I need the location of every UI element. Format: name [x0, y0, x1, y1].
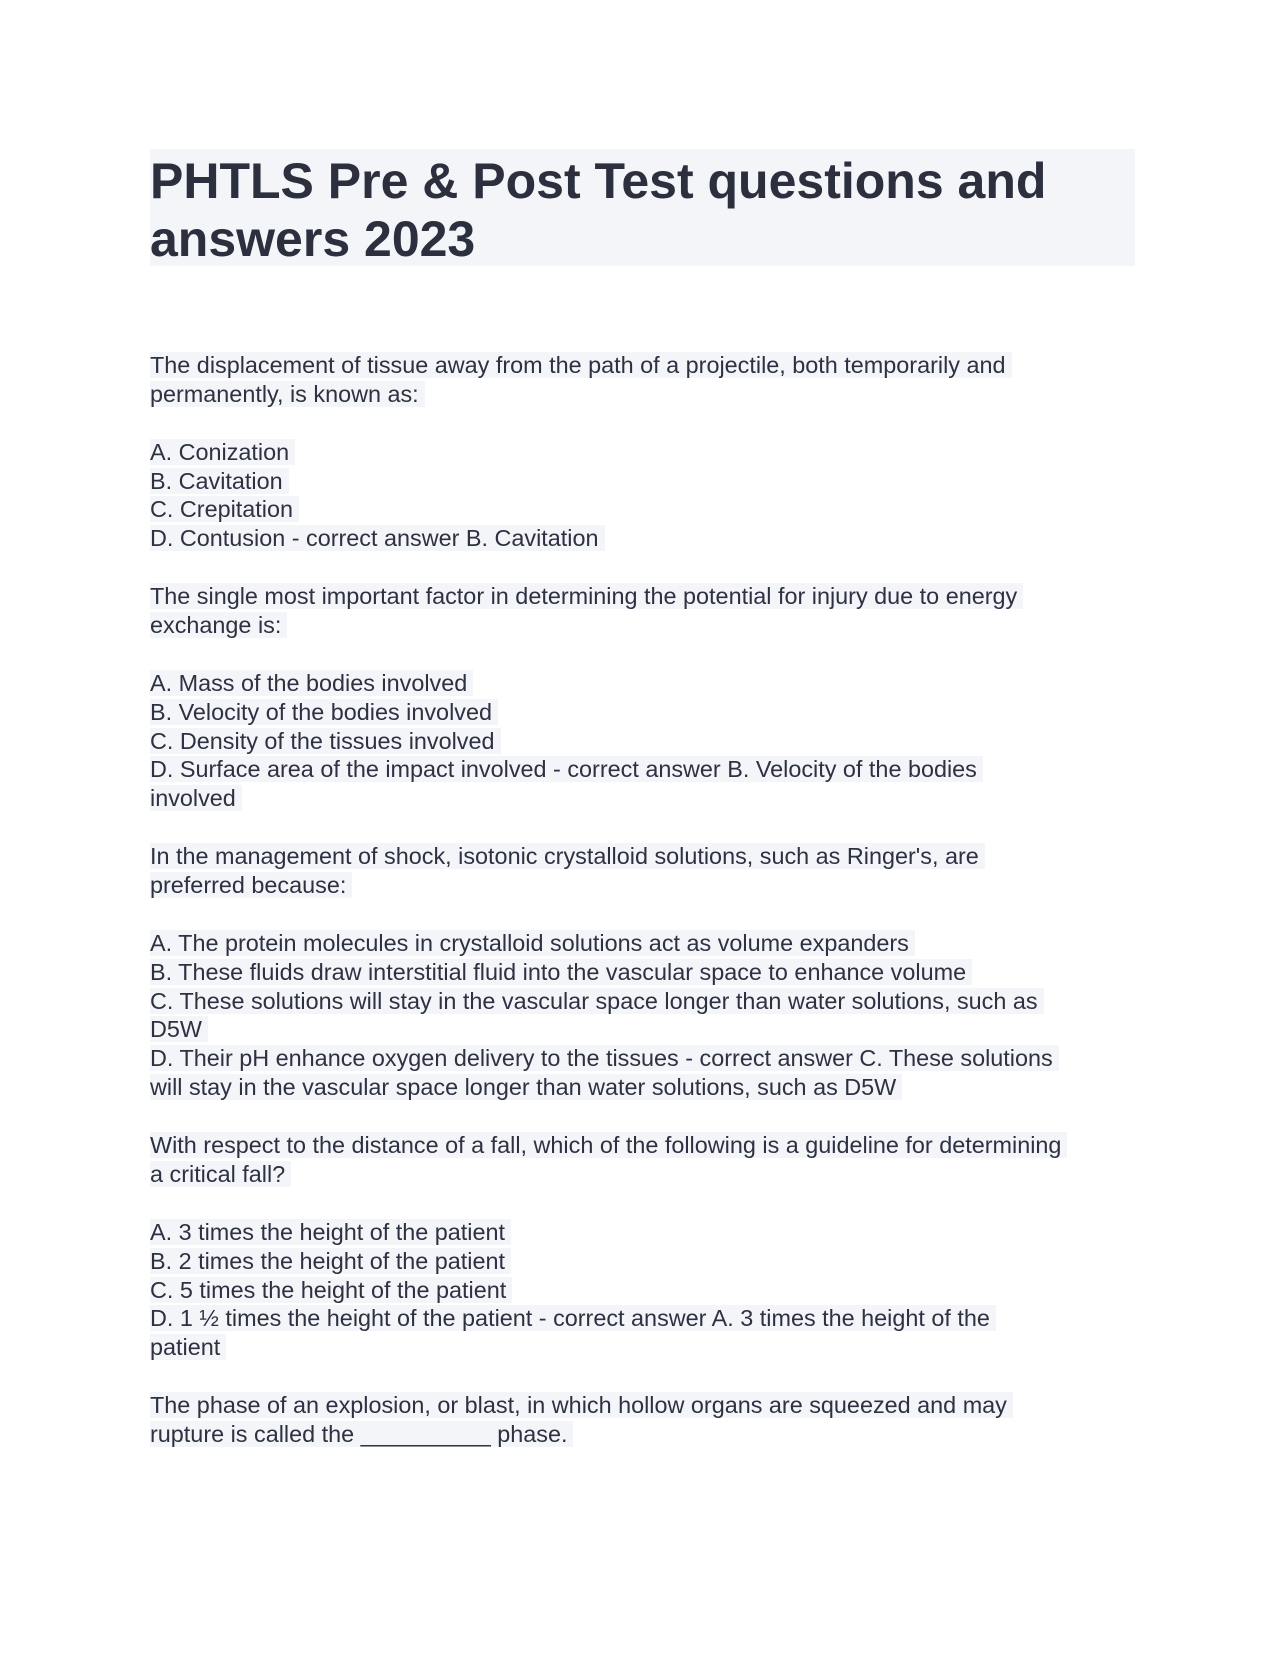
answer-option-line: D. Contusion - correct answer B. Cavitation: [150, 524, 1135, 553]
answer-option-line: D. Their pH enhance oxygen delivery to the tissues - correct answer C. These solutions: [150, 1044, 1135, 1073]
spacer: [150, 640, 1135, 669]
question-block: [150, 582, 1135, 813]
question-text-line: permanently, is known as:: [150, 380, 1135, 409]
answer-option-line: A. Mass of the bodies involved: [150, 669, 1135, 698]
question-text-line: a critical fall?: [150, 1160, 1135, 1189]
spacer: [150, 813, 1135, 842]
answer-option-line: C. 5 times the height of the patient: [150, 1276, 1135, 1305]
answer-option-line: will stay in the vascular space longer than water solutions, such as D5W: [150, 1073, 1135, 1102]
question-text-line: rupture is called the __________ phase.: [150, 1420, 1135, 1449]
answer-option-line: patient: [150, 1333, 1135, 1362]
question-text-line: The phase of an explosion, or blast, in which hollow organs are squeezed and may: [150, 1391, 1135, 1420]
question-text-line: preferred because:: [150, 871, 1135, 900]
answer-option-line: B. These fluids draw interstitial fluid into the vascular space to enhance volume: [150, 958, 1135, 987]
answer-option-line: involved: [150, 784, 1135, 813]
answer-option-line: C. These solutions will stay in the vascular space longer than water solutions, such as: [150, 987, 1135, 1016]
question-block: [150, 1391, 1135, 1449]
answer-option-line: D. 1 ½ times the height of the patient - correct answer A. 3 times the height of the: [150, 1304, 1135, 1333]
title-line: answers 2023: [150, 211, 476, 267]
answer-option-line: D. Surface area of the impact involved - correct answer B. Velocity of the bodies: [150, 755, 1135, 784]
spacer: [150, 1362, 1135, 1391]
answer-option-line: C. Density of the tissues involved: [150, 727, 1135, 756]
question-text-line: With respect to the distance of a fall, which of the following is a guideline for determining: [150, 1131, 1135, 1160]
answer-option-line: B. Cavitation: [150, 467, 1135, 496]
spacer: [150, 1189, 1135, 1218]
question-block: [150, 351, 1135, 553]
answer-option-line: D5W: [150, 1015, 1135, 1044]
question-text-line: exchange is:: [150, 611, 1135, 640]
answer-option-line: B. 2 times the height of the patient: [150, 1247, 1135, 1276]
spacer: [150, 553, 1135, 582]
answer-option-line: C. Crepitation: [150, 495, 1135, 524]
document-page: [150, 149, 1135, 1449]
answer-option-line: A. 3 times the height of the patient: [150, 1218, 1135, 1247]
answer-option-line: A. The protein molecules in crystalloid solutions act as volume expanders: [150, 929, 1135, 958]
spacer: [150, 409, 1135, 438]
answer-option-line: B. Velocity of the bodies involved: [150, 698, 1135, 727]
title-line: PHTLS Pre & Post Test questions and: [150, 153, 1047, 209]
question-text-line: In the management of shock, isotonic crystalloid solutions, such as Ringer's, are: [150, 842, 1135, 871]
question-block: [150, 842, 1135, 1102]
answer-option-line: A. Conization: [150, 438, 1135, 467]
document-title-block: [150, 149, 1135, 266]
question-text-line: The displacement of tissue away from the path of a projectile, both temporarily and: [150, 351, 1135, 380]
spacer: [150, 1102, 1135, 1131]
question-list: [150, 351, 1135, 1449]
spacer: [150, 900, 1135, 929]
question-text-line: The single most important factor in determining the potential for injury due to energy: [150, 582, 1135, 611]
question-block: [150, 1131, 1135, 1362]
document-title: [150, 152, 1135, 268]
